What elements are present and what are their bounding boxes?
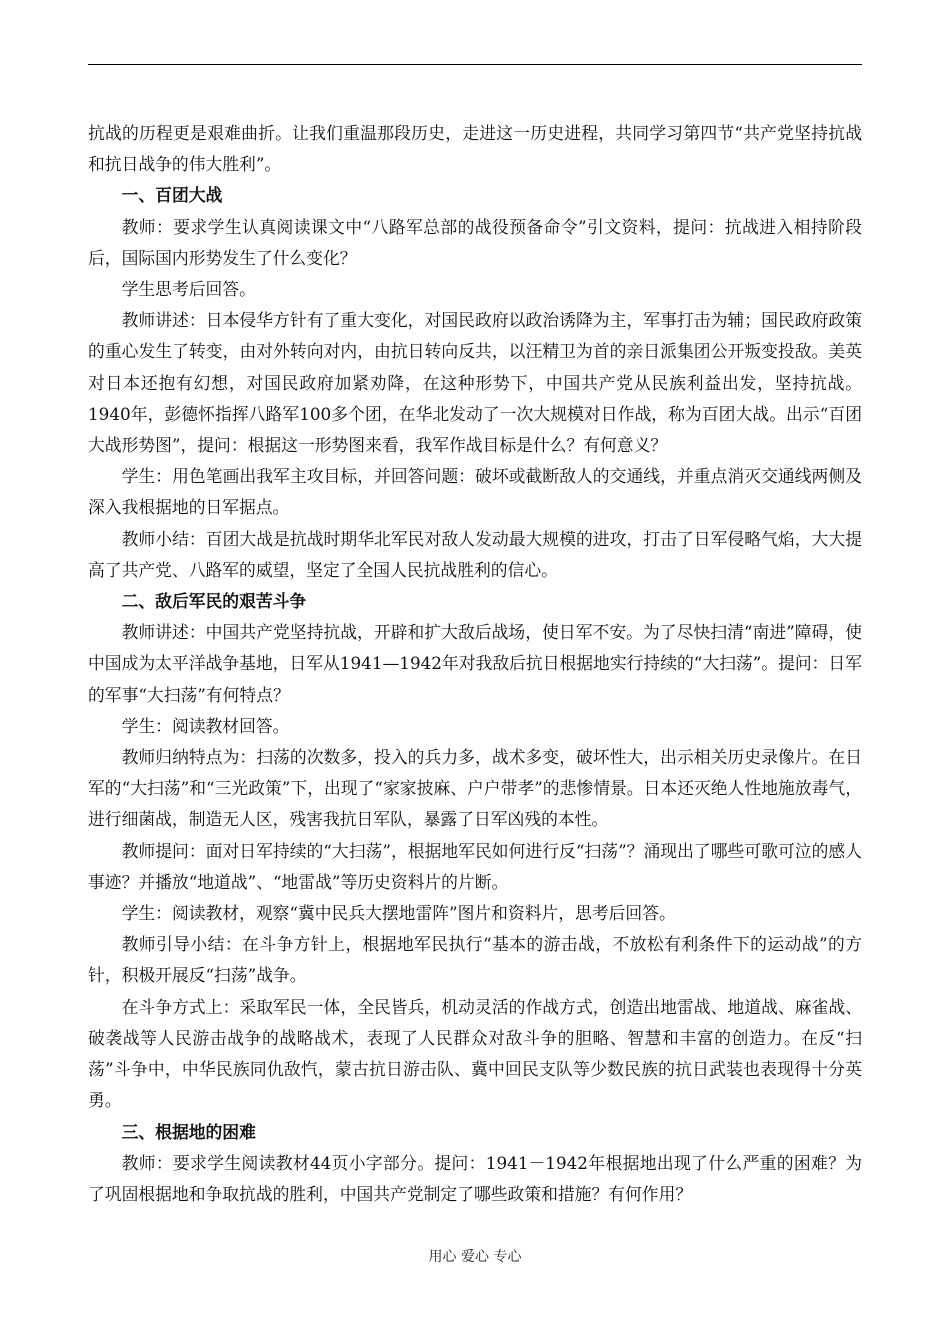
document-body bbox=[88, 118, 862, 1210]
page-footer: 用心 爱心 专心 bbox=[428, 1249, 522, 1265]
section-heading-2: 二、敌后军民的艰苦斗争 bbox=[121, 591, 307, 612]
body-paragraph: 学生思考后回答。 bbox=[121, 279, 256, 300]
section-heading-1: 一、百团大战 bbox=[121, 185, 223, 206]
intro-paragraph: 抗战的历程更是艰难曲折。让我们重温那段历史，走进这一历史进程，共同学习第四节“共产党坚持抗战和抗日战争的伟大胜利”。 bbox=[88, 123, 862, 175]
body-paragraph: 学生：用色笔画出我军主攻目标，并回答问题：破坏或截断敌人的交通线，并重点消灭交通线两侧及深入我根据地的日军据点。 bbox=[88, 466, 862, 518]
body-paragraph: 学生：阅读教材回答。 bbox=[121, 715, 290, 736]
body-paragraph: 教师：要求学生认真阅读课文中“八路军总部的战役预备命令”引文资料，提问：抗战进入相持阶段后，国际国内形势发生了什么变化？ bbox=[88, 216, 862, 268]
header-rule bbox=[88, 64, 862, 65]
body-paragraph: 在斗争方式上：采取军民一体，全民皆兵，机动灵活的作战方式，创造出地雷战、地道战、麻雀战、破袭战等人民游击战争的战略战术，表现了人民群众对敌斗争的胆略、智慧和丰富的创造力。在反“扫荡”斗争中，中华民族同仇敌忾，蒙古抗日游击队、冀中回民支队等少数民族的抗日武装也表现得十分英勇。 bbox=[88, 996, 862, 1111]
body-paragraph: 教师讲述：日本侵华方针有了重大变化，对国民政府以政治诱降为主，军事打击为辅；国民政府政策的重心发生了转变，由对外转向对内，由抗日转向反共，以汪精卫为首的亲日派集团公开叛变投敌。美英对日本还抱有幻想，对国民政府加紧劝降，在这种形势下，中国共产党从民族利益出发，坚持抗战。1940年，彭德怀指挥八路军100多个团，在华北发动了一次大规模对日作战，称为百团大战。出示“百团大战形势图”，提问：根据这一形势图来看，我军作战目标是什么？有何意义？ bbox=[88, 310, 862, 456]
body-paragraph: 教师归纳特点为：扫荡的次数多，投入的兵力多，战术多变，破坏性大，出示相关历史录像片。在日军的“大扫荡”和“三光政策”下，出现了“家家披麻、户户带孝”的悲惨情景。日本还灭绝人性地施放毒气，进行细菌战，制造无人区，残害我抗日军队，暴露了日军凶残的本性。 bbox=[88, 747, 862, 830]
body-paragraph: 教师：要求学生阅读教材44页小字部分。提问：1941－1942年根据地出现了什么严重的困难？为了巩固根据地和争取抗战的胜利，中国共产党制定了哪些政策和措施？有何作用？ bbox=[88, 1152, 862, 1204]
body-paragraph: 学生：阅读教材，观察“冀中民兵大摆地雷阵”图片和资料片，思考后回答。 bbox=[121, 903, 676, 924]
body-paragraph: 教师提问：面对日军持续的“大扫荡”，根据地军民如何进行反“扫荡”？涌现出了哪些可歌可泣的感人事迹？并播放“地道战”、“地雷战”等历史资料片的片断。 bbox=[88, 840, 862, 892]
section-heading-3: 三、根据地的困难 bbox=[121, 1121, 256, 1142]
body-paragraph: 教师引导小结：在斗争方针上，根据地军民执行“基本的游击战，不放松有利条件下的运动战”的方针，积极开展反“扫荡”战争。 bbox=[88, 934, 862, 986]
body-paragraph: 教师小结：百团大战是抗战时期华北军民对敌人发动最大规模的进攻，打击了日军侵略气焰，大大提高了共产党、八路军的威望，坚定了全国人民抗战胜利的信心。 bbox=[88, 528, 862, 580]
body-paragraph: 教师讲述：中国共产党坚持抗战，开辟和扩大敌后战场，使日军不安。为了尽快扫清“南进”障碍，使中国成为太平洋战争基地，日军从1941—1942年对我敌后抗日根据地实行持续的“大扫荡”。提问：日军的军事“大扫荡”有何特点？ bbox=[88, 622, 862, 705]
